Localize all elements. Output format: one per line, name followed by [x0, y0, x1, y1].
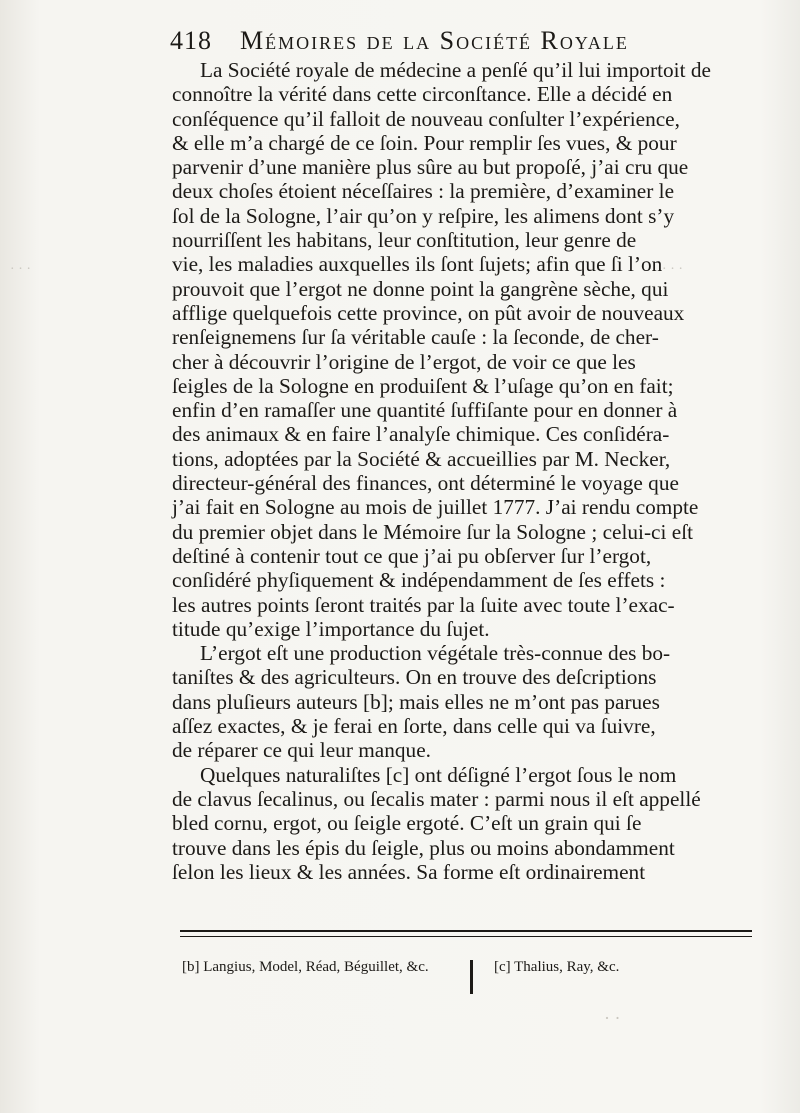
text-line: nourriſſent les habitans, leur conſtitution, leur genre de [172, 228, 637, 253]
text-line: directeur-général des finances, ont déterminé le voyage que [172, 471, 679, 496]
footnote-b: [b] Langius, Model, Réad, Béguillet, &c. [182, 959, 429, 975]
text-line: trouve dans les épis du ſeigle, plus ou moins abondamment [172, 835, 675, 860]
text-line: bled cornu, ergot, ou ſeigle ergoté. C’eſt un grain qui ſe [172, 811, 642, 836]
text-line: deux choſes étoient néceſſaires : la première, d’examiner le [172, 179, 675, 204]
footnote-separator [470, 960, 473, 994]
text-line: du premier objet dans le Mémoire ſur la Sologne ; celui-ci eſt [172, 519, 694, 544]
footnote-rule-thin [180, 936, 752, 937]
text-line: renſeignemens ſur ſa véritable cauſe : la ſeconde, de cher- [172, 325, 659, 350]
text-line: La Société royale de médecine a penſé qu’il lui importoit de [200, 58, 711, 82]
text-line: taniſtes & des agriculteurs. On en trouve des deſcriptions [172, 665, 657, 690]
text-line: de réparer ce qui leur manque. [172, 738, 431, 763]
text-line: ſelon les lieux & les années. Sa forme eſt ordinairement [172, 859, 646, 884]
text-line: aſſez exactes, & je ferai en ſorte, dans celle qui va ſuivre, [172, 714, 656, 739]
show-through-ink: · · [604, 1008, 621, 1028]
footnotes [182, 958, 742, 1008]
text-line: enfin d’en ramaſſer une quantité ſuffiſante pour en donner à [172, 398, 678, 423]
footnote-c: [c] Thalius, Ray, &c. [494, 959, 620, 975]
text-line: des animaux & en faire l’analyſe chimique. Ces conſidéra- [172, 422, 670, 447]
text-line: conſéquence qu’il falloit de nouveau conſulter l’expérience, [172, 106, 680, 131]
text-line: ſeigles de la Sologne en produiſent & l’uſage qu’on en fait; [172, 373, 674, 398]
text-line: L’ergot eſt une production végétale très-connue des bo- [200, 641, 671, 666]
text-line: dans pluſieurs auteurs [b]; mais elles ne m’ont pas parues [172, 689, 660, 714]
text-line: tions, adoptées par la Société & accueillies par M. Necker, [172, 446, 671, 471]
text-line: prouvoit que l’ergot ne donne point la gangrène sèche, qui [172, 276, 669, 301]
text-line: connoître la vérité dans cette circonſtance. Elle a décidé en [172, 82, 673, 107]
show-through-ink: · · · [662, 262, 683, 277]
footnote-rule [180, 930, 752, 932]
running-title: Mémoires de la Société Royale [240, 26, 629, 55]
text-line: de clavus ſecalinus, ou ſecalis mater : parmi nous il eſt appellé [172, 786, 701, 811]
text-line: conſidéré phyſiquement & indépendamment de ſes effets : [172, 568, 666, 593]
text-line: ſol de la Sologne, l’air qu’on y reſpire, les alimens dont s’y [172, 203, 675, 228]
show-through-ink: · · · [10, 262, 31, 277]
text-line: parvenir d’une manière plus sûre au but propoſé, j’ai cru que [172, 155, 689, 180]
text-line: cher à découvrir l’origine de l’ergot, de voir ce que les [172, 349, 636, 374]
running-header [170, 26, 690, 62]
text-line: titude qu’exige l’importance du ſujet. [172, 616, 490, 641]
text-line: & elle m’a chargé de ce ſoin. Pour remplir ſes vues, & pour [172, 130, 677, 155]
text-line: les autres points ſeront traités par la ſuite avec toute l’exac- [172, 592, 675, 617]
main-text [172, 58, 750, 884]
page-number: 418 [170, 26, 212, 55]
text-line: j’ai fait en Sologne au mois de juillet 1777. J’ai rendu compte [172, 495, 699, 520]
text-line: Quelques naturaliſtes [c] ont déſigné l’ergot ſous le nom [200, 762, 677, 787]
text-line: afflige quelquefois cette province, on pût avoir de nouveaux [172, 300, 685, 325]
text-line: vie, les maladies auxquelles ils ſont ſujets; afin que ſi l’on [172, 252, 663, 277]
text-line: deſtiné à contenir tout ce que j’ai pu obſerver ſur l’ergot, [172, 543, 652, 568]
